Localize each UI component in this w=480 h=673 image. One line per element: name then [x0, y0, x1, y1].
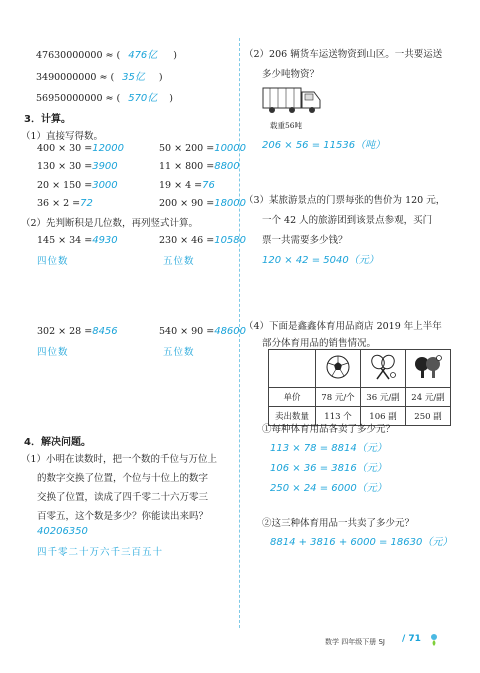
question-3-line: （3）某旅游景点的门票每张的售价为 120 元，: [244, 195, 446, 206]
digit-count-note: 五位数: [163, 347, 195, 358]
truck-icon: [262, 84, 324, 122]
table-corner-cell: [269, 350, 316, 388]
question-2-line: （2）206 辆货车运送物资到山区。一共要运送: [244, 49, 443, 60]
table-cell: 78 元/个: [316, 388, 361, 407]
calc-row: 36 × 2 =72: [37, 198, 93, 209]
approx-row-3: 56950000000 ≈ ( 570亿 ): [36, 93, 174, 104]
digit-count-note: 四位数: [37, 256, 69, 267]
calc-row: 50 × 200 =10000: [159, 143, 247, 154]
table-cell: [316, 350, 361, 388]
table-cell: 36 元/副: [361, 388, 406, 407]
question-4-sub1: ①每种体育用品各卖了多少元？: [262, 424, 396, 435]
question-4-sub2-answer: 8814 + 3816 + 6000 = 18630（元）: [270, 537, 453, 548]
vertical-calc-3: 302 × 28 =8456: [37, 326, 118, 337]
question-4-sub2: ②这三种体育用品一共卖了多少元？: [262, 518, 415, 529]
digit-count-note: 五位数: [163, 256, 195, 267]
approx-row-1: 47630000000 ≈ ( 476亿 ): [36, 50, 178, 61]
question-1-answer-reading: 四千零二十万六千三百五十: [37, 547, 164, 558]
calc-row: 130 × 30 =3900: [37, 161, 118, 172]
soccer-ball-icon: [326, 355, 350, 379]
vertical-calc-2: 230 × 46 =10580: [159, 235, 247, 246]
section-3-title: 3．计算。: [24, 114, 71, 125]
table-cell: 250 副: [406, 407, 451, 426]
calc-row: 19 × 4 =76: [159, 180, 215, 191]
table-cell: 113 个: [316, 407, 361, 426]
calc-row: 200 × 90 =18000: [159, 198, 247, 209]
column-divider: [239, 38, 240, 628]
calc-row: 11 × 800 =8800: [159, 161, 240, 172]
table-cell: 卖出数量: [269, 407, 316, 426]
sales-table: [268, 349, 451, 426]
question-3-answer: 120 × 42 = 5040（元）: [262, 255, 379, 266]
digit-count-note: 四位数: [37, 347, 69, 358]
question-2-line: 多少吨物资？: [262, 69, 320, 80]
truck-label: 载重56吨: [270, 121, 303, 130]
question-1-line: 交换了位置，读成了四千零二十六万零三: [37, 492, 209, 503]
question-4-line: （4）下面是鑫鑫体育用品商店 2019 年上半年: [244, 321, 442, 332]
question-4-sub1-answer: 113 × 78 = 8814（元）: [270, 443, 387, 454]
question-1-line: 的数字交换了位置，个位与十位上的数字: [37, 473, 209, 484]
leaf-icon: [426, 631, 442, 647]
tennis-racket-icon: [369, 353, 397, 381]
section-3-sub2: （2）先判断积是几位数，再列竖式计算。: [21, 218, 199, 229]
section-3-sub1: （1）直接写得数。: [21, 131, 104, 142]
question-1-line: （1）小明在读数时，把一个数的千位与万位上: [21, 454, 218, 465]
approx-row-2: 3490000000 ≈ ( 35亿 ): [36, 72, 163, 83]
table-cell: 单价: [269, 388, 316, 407]
question-4-line: 部分体育用品的销售情况。: [262, 338, 377, 349]
ping-pong-paddle-icon: [413, 354, 443, 380]
calc-row: 20 × 150 =3000: [37, 180, 118, 191]
table-cell: [361, 350, 406, 388]
section-4-title: 4．解决问题。: [24, 437, 91, 448]
table-cell: 24 元/副: [406, 388, 451, 407]
question-2-answer: 206 × 56 = 11536（吨）: [262, 140, 386, 151]
question-1-answer-number: 40206350: [37, 526, 88, 537]
table-cell: 106 副: [361, 407, 406, 426]
calc-row: 400 × 30 =12000: [37, 143, 125, 154]
footer-text: 数学 四年级下册 SJ: [325, 638, 385, 646]
vertical-calc-4: 540 × 90 =48600: [159, 326, 247, 337]
table-cell: [406, 350, 451, 388]
question-4-sub1-answer: 106 × 36 = 3816（元）: [270, 463, 387, 474]
page-number: / 71: [402, 634, 421, 644]
vertical-calc-1: 145 × 34 =4930: [37, 235, 118, 246]
question-4-sub1-answer: 250 × 24 = 6000（元）: [270, 483, 387, 494]
question-3-line: 票一共需要多少钱？: [262, 235, 348, 246]
question-3-line: 一个 42 人的旅游团到该景点参观，买门: [262, 215, 433, 226]
question-1-line: 百零五，这个数是多少？你能读出来吗？: [37, 511, 209, 522]
